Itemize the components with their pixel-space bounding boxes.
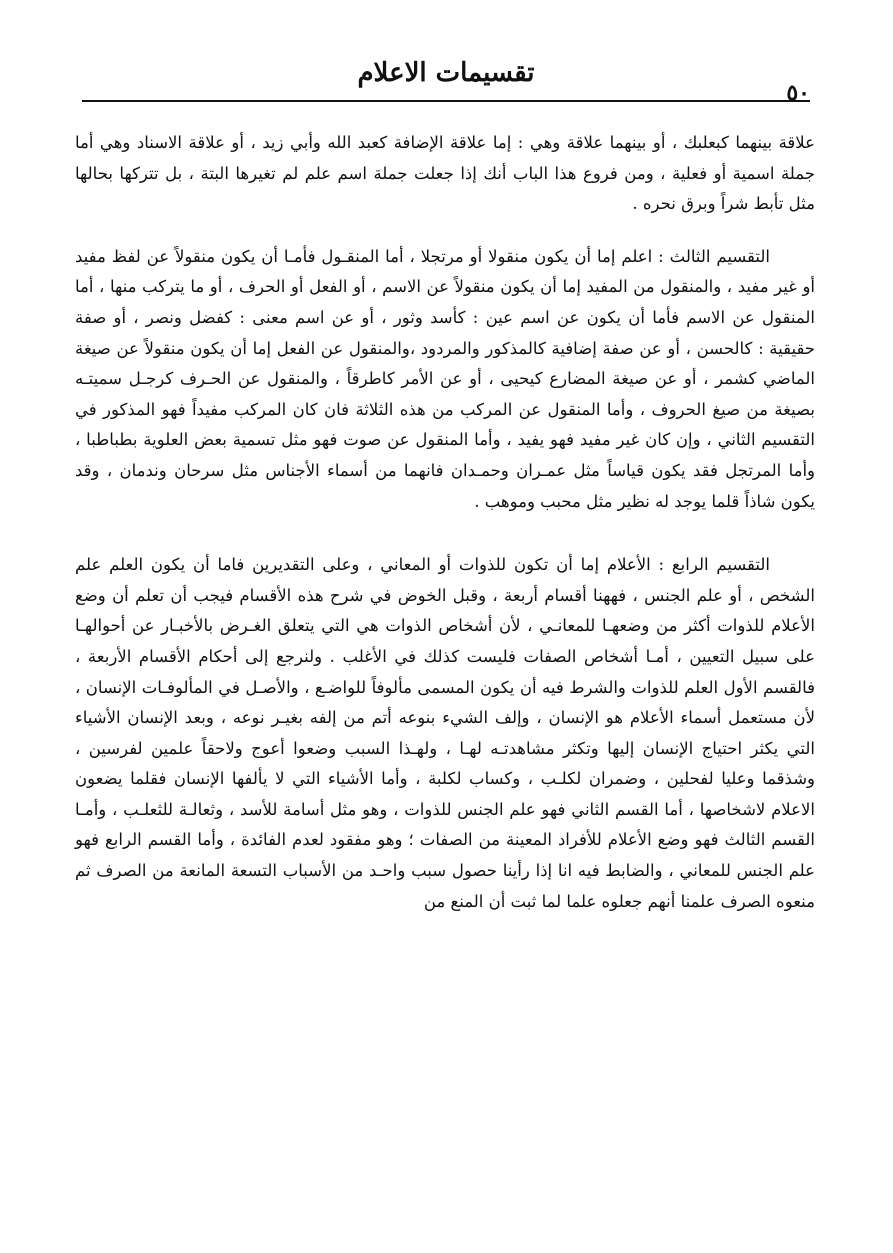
running-title: تقسيمات الاعلام bbox=[357, 58, 535, 88]
header-rule bbox=[82, 100, 810, 102]
paragraph-3: التقسيم الرابع : الأعلام إما أن تكون للذوات أو المعاني ، وعلى التقديرين فاما أن يكون العلم علم الشخص ، أو علم الجنس ، فههنا أقسام أربعة ، وقبل الخوض في شرح هذه الأقسام فيجب أن تعلم أن وضع الأعلام للذوات أكثر من وضعهـا للمعانـي ، لأن أشخاص الذوات هي التي يتعلق الغـرض بالأخبـار عن أحوالهـا على سبيل التعيين ، أمـا أشخاص الصفات فليست كذلك في الأغلب . ولنرجع إلى أحكام الأقسام الأربعة ، فالقسم الأول العلم للذوات والشرط فيه أن يكون المسمى مألوفاً للواضـع ، والأصـل في المألوفـات الإنسان ، لأن مستعمل أسماء الأعلام هو الإنسان ، وإلف الشيء بنوعه أتم من إلفه بغيـر نوعه ، وبعد الإنسان الأشياء التي يكثر احتياج الإنسان إليها وتكثر مشاهدتـه لهـا ، ولهـذا السبب وضعوا أعوج ولاحقاً علمين لفرسين ، وشذقما وعليا لفحلين ، وضمران لكلـب ، وكساب لكلبة ، وأما الأشياء التي لا يألفها الإنسان فقلما يضعون الاعلام لاشخاصها ، أما القسم الثاني فهو علم الجنس للذوات ، وهو مثل أسامة للأسد ، وثعالـة للثعلـب ، وأمـا القسم الثالث فهو وضع الأعلام للأفراد المعينة من الصفات ؛ وهو مفقود لعدم الفائدة ، وأما القسم الرابع فهو علم الجنس للمعاني ، والضابط فيه انا إذا رأينا حصول سبب واحـد من الأسباب التسعة المانعة من الصرف ثم منعوه الصرف علمنا أنهم جعلوه علما لما ثبت أن المنع من bbox=[75, 555, 815, 911]
paragraph-1: علاقة بينهما كبعلبك ، أو بينهما علاقة وهي : إما علاقة الإضافة كعبد الله وأبي زيد ، أو علاقة الاسناد وهي أما جملة اسمية أو فعلية ، ومن فروع هذا الباب أنك إذا جعلت جملة اسم علم لم تغيرها البتة ، بل تتركها بحالها مثل تأبط شراً وبرق نحره . bbox=[75, 133, 815, 214]
page-header bbox=[82, 58, 810, 106]
paragraph-2: التقسيم الثالث : اعلم إما أن يكون منقولا أو مرتجلا ، أما المنقـول فأمـا أن يكون منقولاً عن لفظ مفيد أو غير مفيد ، والمنقول من المفيد إما أن يكون منقولاً عن الاسم ، أو الفعل أو الحرف ، أو ما يتركب منها ، أما المنقول عن الاسم فأما أن يكون عن اسم عين : كأسد وثور ، أو عن اسم معنى : كفضل ونصر ، أو صفة حقيقية : كالحسن ، أو عن صفة إضافية كالمذكور والمردود ،والمنقول عن الفعل إما أن يكون منقولاً عن صيغة الماضي كشمر ، أو عن صيغة المضارع كيحيى ، أو عن الأمر كاطرقاً ، والمنقول عن الحـرف كرجـل سميتـه بصيغة من صيغ الحروف ، وأما المنقول عن المركب من هذه الثلاثة فان كان المركب مفيداً فهو المذكور في التقسيم الثاني ، وإن كان غير مفيد فهو يفيد ، وأما المنقول عن صوت فهو مثل تسمية بعض العلوية بطباطبا ، وأما المرتجل فقد يكون قياساً مثل عمـران وحمـدان فانهما من أسماء الأجناس مثل سرحان وندمان ، وقد يكون شاذاً قلما يوجد له نظير مثل محبب وموهب . bbox=[75, 246, 815, 511]
body-text bbox=[75, 128, 815, 917]
page-number: ٥٠ bbox=[786, 80, 810, 106]
